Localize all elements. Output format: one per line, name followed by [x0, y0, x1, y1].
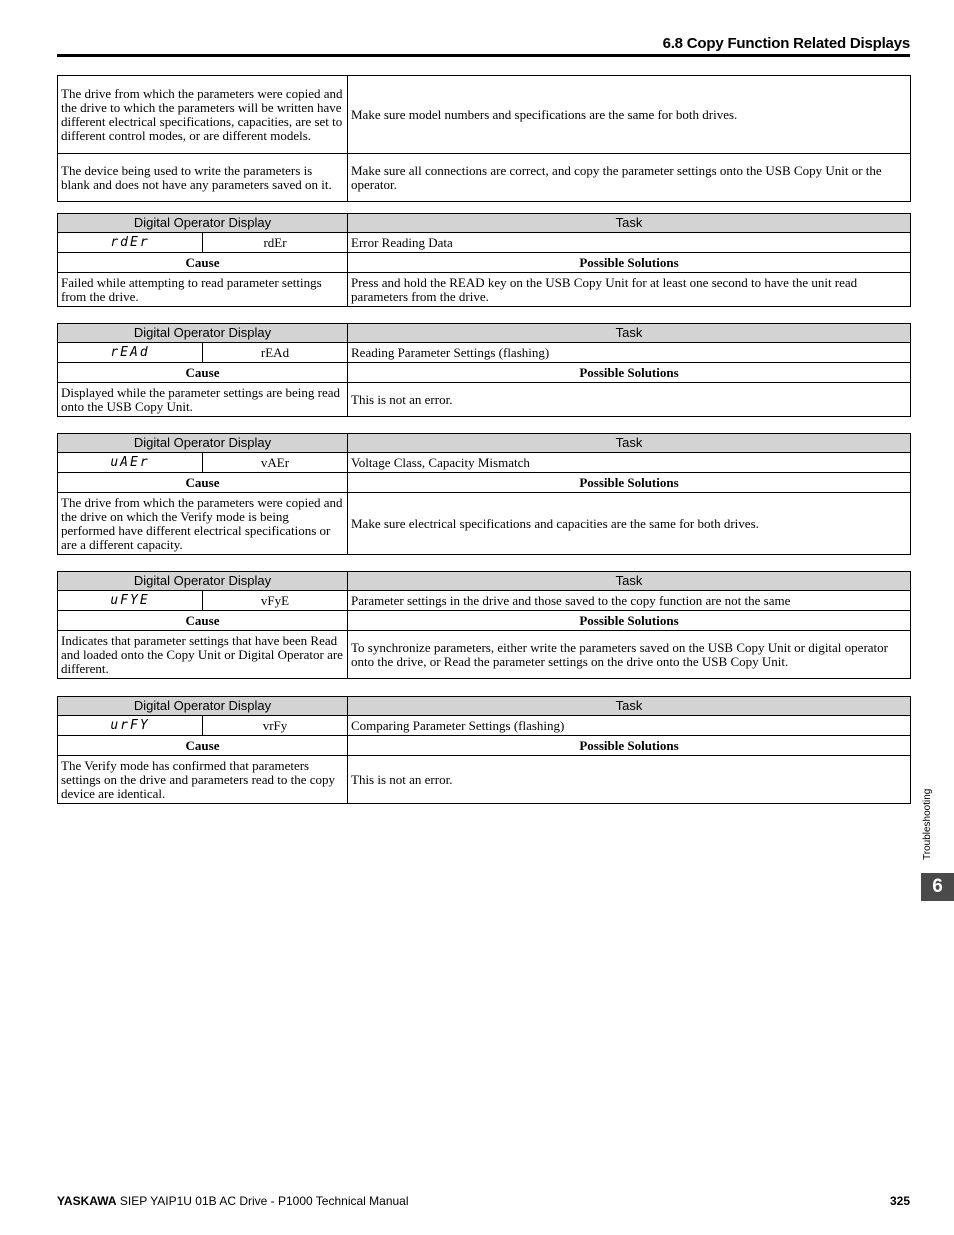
alarm-table-rder — [57, 213, 911, 307]
solutions-header: Possible Solutions — [348, 736, 911, 756]
table-header-row — [58, 697, 911, 716]
cause-text: The drive from which the parameters were copied and the drive on which the Verify mode is being performed have different electrical specifications or are a different capacity. — [58, 493, 348, 555]
segment-display: rdEr — [58, 233, 203, 253]
task-text: Voltage Class, Capacity Mismatch — [348, 453, 911, 473]
solution-text: Make sure model numbers and specifications are the same for both drives. — [348, 76, 911, 154]
solution-text: This is not an error. — [348, 756, 911, 804]
table-row — [58, 154, 911, 202]
solution-text: To synchronize parameters, either write the parameters saved on the USB Copy Unit or digital operator onto the drive, or Read the parameter settings on the drive onto the USB Copy Unit. — [348, 631, 911, 679]
table-row — [58, 631, 911, 679]
task-text: Error Reading Data — [348, 233, 911, 253]
table-row — [58, 473, 911, 493]
task-header: Task — [348, 214, 911, 233]
section-side-label: Troubleshooting — [922, 788, 933, 860]
table-row — [58, 611, 911, 631]
task-header: Task — [348, 572, 911, 591]
alarm-table-vaer — [57, 433, 911, 555]
cause-text: The device being used to write the parameters is blank and does not have any parameters saved on it. — [58, 154, 348, 202]
display-header: Digital Operator Display — [58, 434, 348, 453]
footer-doc-info — [57, 1194, 409, 1208]
continued-cause-table — [57, 75, 911, 202]
alarm-code: vAEr — [203, 453, 348, 473]
cause-text: Displayed while the parameter settings are being read onto the USB Copy Unit. — [58, 383, 348, 417]
header-rule — [57, 54, 910, 57]
table-row — [58, 453, 911, 473]
task-text: Comparing Parameter Settings (flashing) — [348, 716, 911, 736]
table-header-row — [58, 324, 911, 343]
segment-display: uAEr — [58, 453, 203, 473]
table-header-row — [58, 572, 911, 591]
table-header-row — [58, 434, 911, 453]
cause-text: Indicates that parameter settings that have been Read and loaded onto the Copy Unit or Digital Operator are different. — [58, 631, 348, 679]
task-header: Task — [348, 324, 911, 343]
table-row — [58, 363, 911, 383]
display-header: Digital Operator Display — [58, 572, 348, 591]
solution-text: Press and hold the READ key on the USB Copy Unit for at least one second to have the unit read parameters from the drive. — [348, 273, 911, 307]
cause-header: Cause — [58, 736, 348, 756]
segment-display: uFYE — [58, 591, 203, 611]
alarm-table-vrfy — [57, 696, 911, 804]
table-header-row — [58, 214, 911, 233]
segment-display: urFY — [58, 716, 203, 736]
solutions-header: Possible Solutions — [348, 473, 911, 493]
solutions-header: Possible Solutions — [348, 253, 911, 273]
solutions-header: Possible Solutions — [348, 363, 911, 383]
cause-header: Cause — [58, 611, 348, 631]
solution-text: Make sure all connections are correct, and copy the parameter settings onto the USB Copy Unit or the operator. — [348, 154, 911, 202]
task-text: Reading Parameter Settings (flashing) — [348, 343, 911, 363]
alarm-code: rdEr — [203, 233, 348, 253]
display-header: Digital Operator Display — [58, 324, 348, 343]
page-header-title: 6.8 Copy Function Related Displays — [662, 35, 910, 52]
cause-header: Cause — [58, 473, 348, 493]
table-row — [58, 273, 911, 307]
display-header: Digital Operator Display — [58, 214, 348, 233]
cause-text: The drive from which the parameters were copied and the drive to which the parameters will be written have different electrical specifications, capacities, are set to different control modes, or are different models. — [58, 76, 348, 154]
table-row — [58, 343, 911, 363]
table-row — [58, 756, 911, 804]
task-text: Parameter settings in the drive and those saved to the copy function are not the same — [348, 591, 911, 611]
table-row — [58, 253, 911, 273]
table-row — [58, 736, 911, 756]
table-row — [58, 716, 911, 736]
task-header: Task — [348, 697, 911, 716]
page-number: 325 — [889, 1194, 910, 1208]
table-row — [58, 493, 911, 555]
display-header: Digital Operator Display — [58, 697, 348, 716]
solutions-header: Possible Solutions — [348, 611, 911, 631]
cause-header: Cause — [58, 253, 348, 273]
alarm-code: vrFy — [203, 716, 348, 736]
solution-text: This is not an error. — [348, 383, 911, 417]
footer-brand: YASKAWA — [57, 1194, 117, 1208]
footer-doc-title: SIEP YAIP1U 01B AC Drive - P1000 Technical Manual — [119, 1194, 409, 1208]
alarm-code: rEAd — [203, 343, 348, 363]
table-row — [58, 383, 911, 417]
cause-text: The Verify mode has confirmed that parameters settings on the drive and parameters read to the copy device are identical. — [58, 756, 348, 804]
table-row — [58, 591, 911, 611]
alarm-table-read — [57, 323, 911, 417]
segment-display: rEAd — [58, 343, 203, 363]
alarm-code: vFyE — [203, 591, 348, 611]
chapter-tab: 6 — [921, 873, 954, 901]
alarm-table-vfye — [57, 571, 911, 679]
cause-text: Failed while attempting to read parameter settings from the drive. — [58, 273, 348, 307]
cause-header: Cause — [58, 363, 348, 383]
table-row — [58, 233, 911, 253]
solution-text: Make sure electrical specifications and capacities are the same for both drives. — [348, 493, 911, 555]
task-header: Task — [348, 434, 911, 453]
table-row — [58, 76, 911, 154]
